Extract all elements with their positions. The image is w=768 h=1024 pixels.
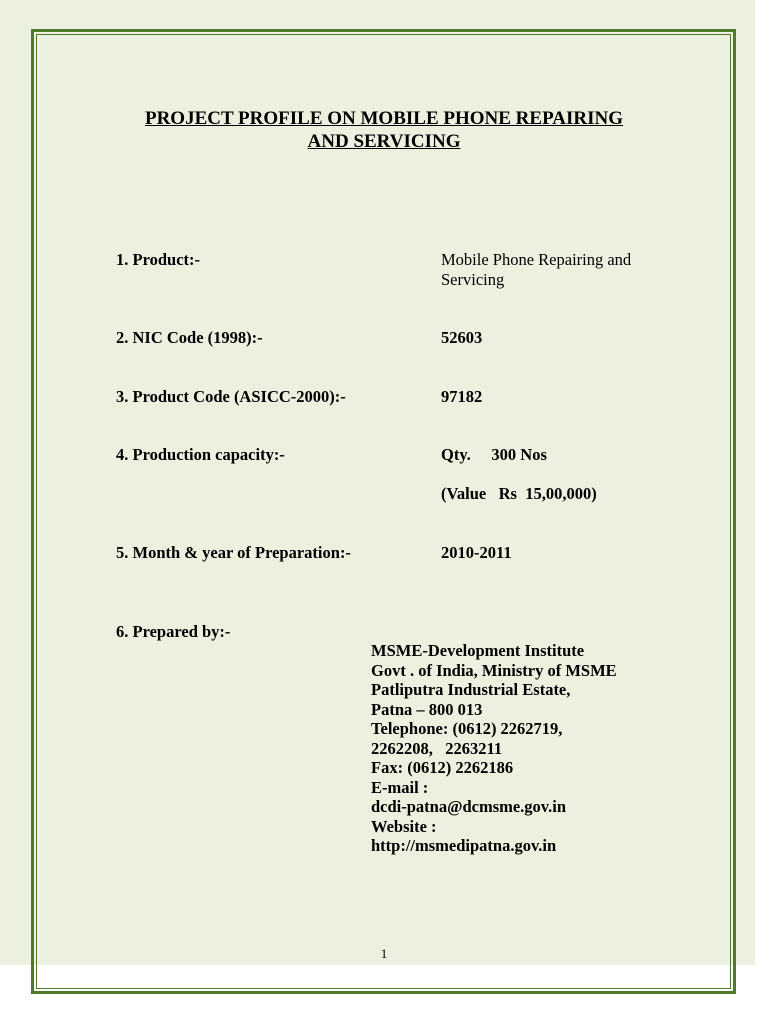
address-line: MSME-Development Institute — [371, 641, 585, 660]
document-title — [60, 107, 708, 153]
page-number: 1 — [380, 946, 388, 961]
fax-line: Fax: (0612) 2262186 — [371, 758, 514, 777]
website-url: http://msmedipatna.gov.in — [371, 836, 557, 855]
website-label: Website : — [371, 816, 437, 836]
product-code-label: 3. Product Code (ASICC-2000):- — [116, 387, 346, 406]
address-line: Govt . of India, Ministry of MSME — [371, 660, 617, 680]
address-line: Patna – 800 013 — [371, 699, 483, 719]
email-address: dcdi-patna@dcmsme.gov.in — [371, 797, 567, 816]
title-line-1: PROJECT PROFILE ON MOBILE PHONE REPAIRING — [144, 108, 624, 129]
nic-code-value: 52603 — [441, 328, 483, 347]
telephone-line: 2262208, 2263211 — [371, 738, 503, 758]
nic-code-label: 2. NIC Code (1998):- — [116, 328, 263, 347]
preparation-label: 5. Month & year of Preparation:- — [116, 543, 351, 562]
preparation-value: 2010-2011 — [441, 543, 512, 562]
title-line-2: AND SERVICING — [307, 131, 461, 152]
capacity-value: (Value Rs 15,00,000) — [441, 484, 597, 503]
telephone-line: Telephone: (0612) 2262719, — [371, 719, 563, 738]
product-code-value: 97182 — [441, 387, 483, 406]
email-label: E-mail : — [371, 777, 429, 797]
address-line: Patliputra Industrial Estate, — [371, 680, 571, 699]
product-label: 1. Product:- — [116, 250, 201, 269]
capacity-qty: Qty. 300 Nos — [441, 445, 547, 464]
prepared-by-address — [371, 641, 617, 856]
prepared-by-label: 6. Prepared by:- — [116, 622, 231, 641]
product-value: Mobile Phone Repairing and Servicing — [441, 250, 632, 289]
capacity-label: 4. Production capacity:- — [116, 445, 285, 464]
